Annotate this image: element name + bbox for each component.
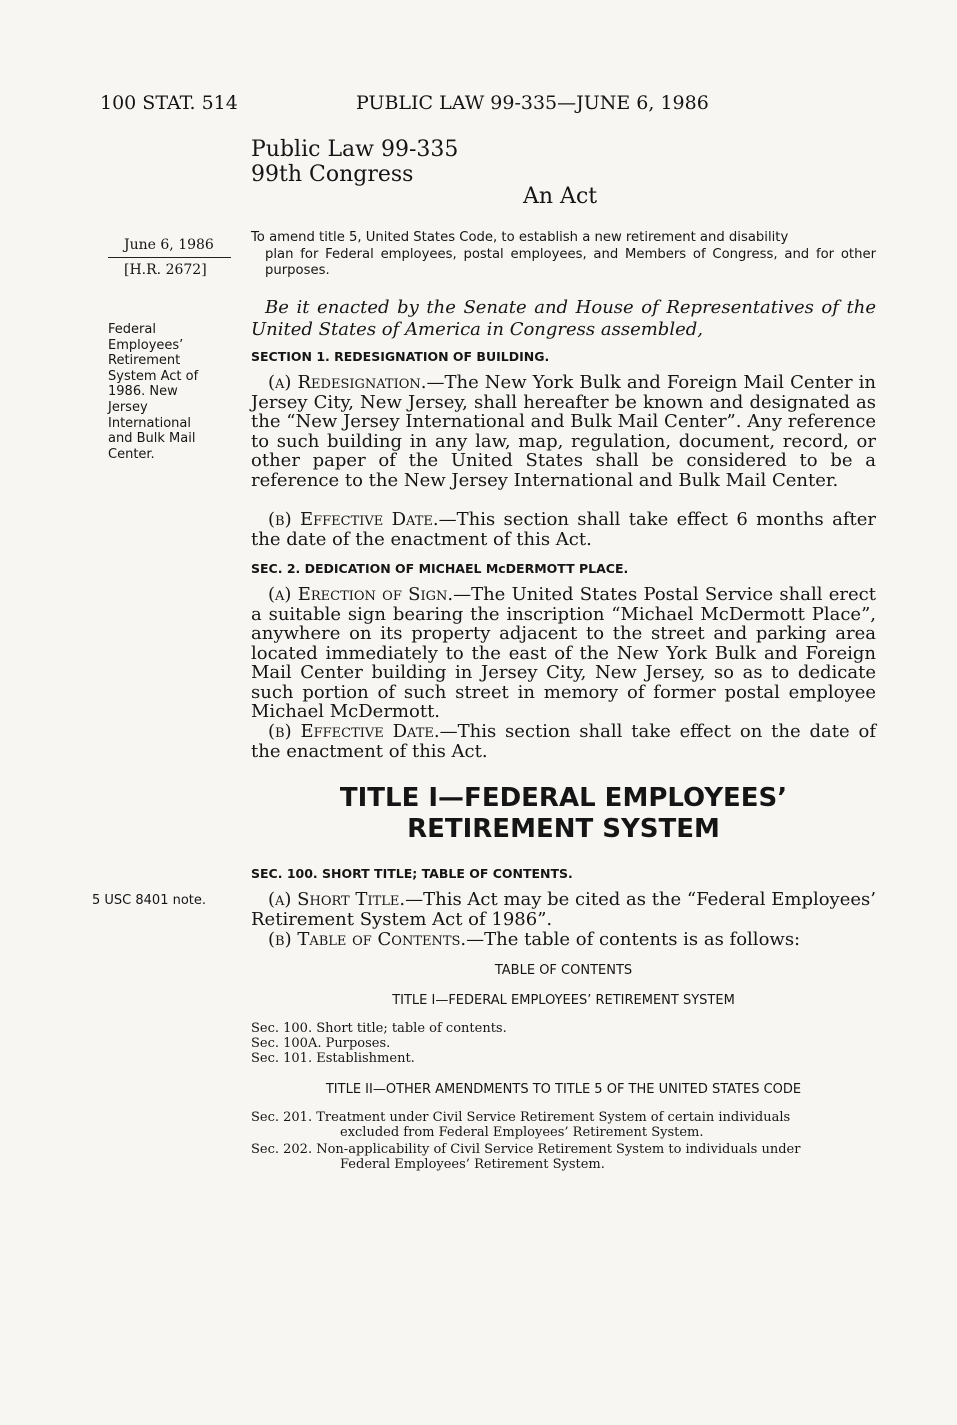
margin-date: June 6, 1986 xyxy=(124,237,214,253)
section-1-a-text: —The New York Bulk and Foreign Mail Center in Jersey City, New Jersey, shall hereafter be known and designated as the “New Jersey International and Bulk Mail Center”. Any reference to such building in any law, map, regulation, document, record, or other paper of the United States shall be considered to be a reference to the New Jersey International and Bulk Mail Center. xyxy=(251,372,876,491)
toc-entry xyxy=(251,1021,876,1036)
section-100-a-text: —This Act may be cited as the “Federal Employees’ Retirement System Act of 1986”. xyxy=(251,889,876,930)
section-2-paragraph-a xyxy=(251,585,876,722)
toc-entry-text: Establishment. xyxy=(316,1051,415,1066)
section-100-heading: SEC. 100. SHORT TITLE; TABLE OF CONTENTS. xyxy=(251,866,573,881)
public-law-number: Public Law 99-335 xyxy=(251,137,459,162)
section-2-b-label: (b) Effective Date. xyxy=(268,721,440,742)
section-100-b-label: (b) Table of Contents. xyxy=(268,929,467,950)
title-i-line-1: TITLE I—FEDERAL EMPLOYEES’ xyxy=(339,783,788,813)
toc-entry-number: Sec. 202. xyxy=(251,1142,313,1157)
section-1-paragraph-a xyxy=(251,373,876,490)
toc-entry xyxy=(251,1110,876,1140)
act-label: An Act xyxy=(523,184,598,209)
section-100-paragraph-b xyxy=(251,930,876,950)
section-2-a-label: (a) Erection of Sign. xyxy=(268,584,454,605)
toc-entry-number: Sec. 100A. xyxy=(251,1036,322,1051)
margin-side-note: Federal Employees’ Retirement System Act of 1986. New Jersey International and Bulk Mail Center. xyxy=(108,322,199,462)
act-purpose xyxy=(251,230,876,280)
toc-entry-text: Purposes. xyxy=(325,1036,391,1051)
margin-bill-number: [H.R. 2672] xyxy=(124,262,207,278)
running-header-title: PUBLIC LAW 99-335—JUNE 6, 1986 xyxy=(356,92,709,114)
toc-entry-number: Sec. 100. xyxy=(251,1021,313,1036)
section-2-a-text: —The United States Postal Service shall erect a suitable sign bearing the inscription “Michael McDermott Place”, anywhere on its property adjacent to the street and parking area located immediately to the east of the New York Bulk and Foreign Mail Center building in Jersey City, New Jersey, so as to dedicate such portion of such street in memory of former postal employee Michael McDermott. xyxy=(251,584,876,722)
toc-entry-text: Non-applicability of Civil Service Retirement System to individuals under xyxy=(316,1142,801,1157)
toc-heading: TABLE OF CONTENTS xyxy=(494,963,633,978)
section-1-b-text: —This section shall take effect 6 months after the date of the enactment of this Act. xyxy=(251,509,876,550)
section-100-b-text: —The table of contents is as follows: xyxy=(466,929,801,950)
title-i-heading xyxy=(251,783,876,845)
margin-usc-note: 5 USC 8401 note. xyxy=(92,893,207,908)
toc-entry xyxy=(251,1036,876,1051)
section-100-a-label: (a) Short Title. xyxy=(268,889,406,910)
toc-entry-text: Treatment under Civil Service Retirement System of certain individuals xyxy=(316,1110,791,1125)
section-2-b-text: —This section shall take effect on the date of the enactment of this Act. xyxy=(251,721,876,762)
purpose-line-1: To amend title 5, United States Code, to establish a new retirement and disability xyxy=(251,230,789,245)
section-2-heading: SEC. 2. DEDICATION OF MICHAEL McDERMOTT PLACE. xyxy=(251,561,629,576)
toc-entry-text: Short title; table of contents. xyxy=(316,1021,507,1036)
toc-title-ii: TITLE II—OTHER AMENDMENTS TO TITLE 5 OF THE UNITED STATES CODE xyxy=(325,1082,802,1097)
section-1-heading: SECTION 1. REDESIGNATION OF BUILDING. xyxy=(251,349,550,364)
toc-entry-continuation: Federal Employees’ Retirement System. xyxy=(340,1157,605,1172)
section-1-paragraph-b xyxy=(251,510,876,549)
enacting-clause: Be it enacted by the Senate and House of Representatives of the United States of America in Congress assembled, xyxy=(251,297,876,340)
toc-entry-number: Sec. 101. xyxy=(251,1051,313,1066)
stat-page-number: 100 STAT. 514 xyxy=(100,92,238,114)
toc-entry xyxy=(251,1051,876,1066)
section-100-paragraph-a xyxy=(251,890,876,929)
toc-entry-continuation: excluded from Federal Employees’ Retirement System. xyxy=(340,1125,704,1140)
title-i-line-2: RETIREMENT SYSTEM xyxy=(407,814,720,844)
section-1-a-label: (a) Redesignation. xyxy=(268,372,427,393)
margin-divider xyxy=(108,257,231,258)
purpose-continuation: plan for Federal employees, postal employees, and Members of Congress, and for other purposes. xyxy=(265,246,876,278)
congress-label: 99th Congress xyxy=(251,162,414,187)
toc-title-i: TITLE I—FEDERAL EMPLOYEES’ RETIREMENT SYSTEM xyxy=(392,993,735,1008)
toc-entry-number: Sec. 201. xyxy=(251,1110,313,1125)
section-1-b-label: (b) Effective Date. xyxy=(268,509,439,530)
section-2-paragraph-b xyxy=(251,722,876,761)
toc-entry xyxy=(251,1142,876,1172)
